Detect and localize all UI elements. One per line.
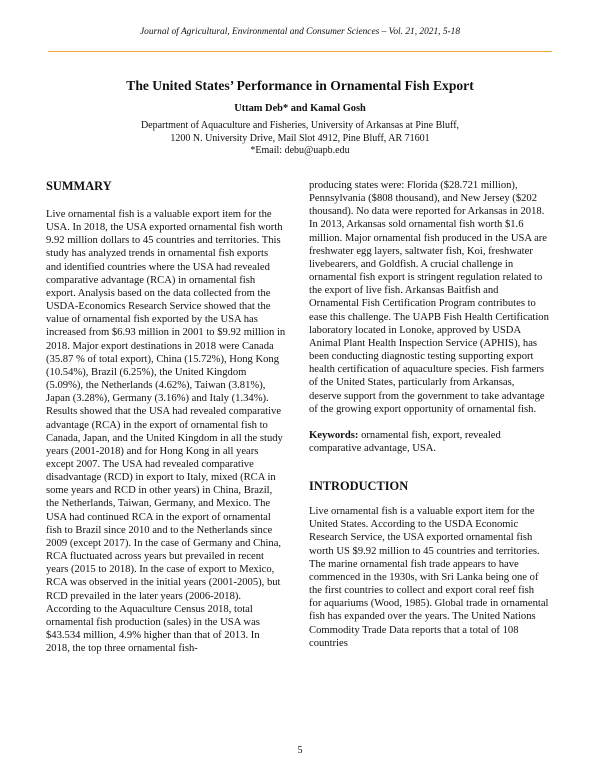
keywords-text: ornamental fish, export, revealed comparative advantage, USA.: [309, 429, 501, 454]
affiliation-line-2: 1200 N. University Drive, Mail Slot 4912, Pine Bluff, AR 71601: [170, 132, 430, 144]
keywords-line: [309, 429, 549, 455]
affiliation-line-1: Department of Aquaculture and Fisheries, University of Arkansas at Pine Bluff,: [140, 120, 460, 131]
introduction-heading: INTRODUCTION: [309, 479, 409, 494]
page-number: 5: [297, 745, 303, 756]
introduction-paragraph: Live ornamental fish is a valuable export item for the United States. According to the USDA Economic Research Service, the USA exported ornamental fish worth US $9.92 million to 45 countries and territories. The marine ornamental fish trade appears to have commenced in the 1930s, with Sri Lanka being one of the first countries to collect and export coral reef fish for aquariums (Wood, 1985). Global trade in ornamental fish has expanded over the years. The United Nations Commodity Trade Data reports that a total of 108 countries: [309, 506, 549, 649]
summary-paragraph-continued: producing states were: Florida ($28.721 million), Pennsylvania ($808 thousand), and New Jersey ($202 thousand). No data were reported for Arkansas in 2018. In 2013, Arkansas sold ornamental fish worth $1.6 million. Major ornamental fish produced in the USA are freshwater egg layers, saltwater fish, Koi, freshwater livebearers, and Goldfish. A crucial challenge in ornamental fish export is stringent regulation related to the export of live fish. Arkansas Baitfish and Ornamental Fish Certification Program contributes to ease this challenge. The UAPB Fish Health Certification laboratory located in Lonoke, approved by USDA Animal Plant Health Inspection Service (APHIS), has been conducting diagnostic testing supporting export health certification of aquaculture species. Fish farmers of the United States, particularly from Arkansas, deserve support from the government to take advantage of the growing export opportunity of ornamental fish.: [309, 180, 549, 415]
paper-authors: Uttam Deb* and Kamal Gosh: [234, 103, 366, 114]
summary-paragraph: Live ornamental fish is a valuable export item for the USA. In 2018, the USA exported ornamental fish worth 9.92 million dollars to 45 countries and territories. This study has analyzed trends in ornamental fish exports and identified countries where the USA had revealed comparative advantage (RCA) in ornamental fish export. Analysis based on the data collected from the USDA-Economics Research Service showed that the value of ornamental fish exported by the USA has increased from $6.93 million in 2001 to $9.92 million in 2018. Major export destinations in 2018 were Canada (35.87 % of total export), China (15.72%), Hong Kong (10.54%), Brazil (6.25%), the United Kingdom (5.09%), the Netherlands (4.62%), Taiwan (3.81%), Japan (3.28%), Germany (3.16%) and Italy (1.34%). Results showed that the USA had revealed comparative advantage (RCA) in the export of ornamental fish to Canada, Japan, and the United Kingdom in all the study years (2001-2018) and for Hong Kong in all years except 2007. The USA had revealed comparative disadvantage (RCD) in export to Italy, mixed (RCA in some years and RCD in other years) in China, Brazil, the Netherlands, Taiwan, Germany, and Mexico. The USA had continued RCA in the export of ornamental fish to Brazil since 2010 and to the Netherlands since 2009 (except 2017). In the case of Germany and China, RCA fluctuated across years but prevailed in recent years (2015 to 2018). In the case of export to Mexico, RCA was observed in the initial years (2001-2005), but RCD prevailed in the later years (2006-2018). According to the Aquaculture Census 2018, total ornamental fish production (sales) in the USA was $43.534 million, 4.9% higher than that of 2013. In 2018, the top three ornamental fish-: [46, 209, 286, 655]
affiliation-block: [0, 120, 600, 158]
summary-heading: SUMMARY: [46, 179, 112, 193]
journal-citation: Journal of Agricultural, Environmental and Consumer Sciences – Vol. 21, 2021, 5-18: [139, 27, 461, 37]
author-email: *Email: debu@uapb.edu: [250, 145, 350, 157]
left-column: [46, 179, 286, 655]
keywords-label: Keywords:: [309, 429, 359, 441]
paper-title: The United States’ Performance in Ornamental Fish Export: [126, 78, 474, 93]
right-column: [309, 179, 549, 650]
header-divider: [48, 51, 552, 52]
